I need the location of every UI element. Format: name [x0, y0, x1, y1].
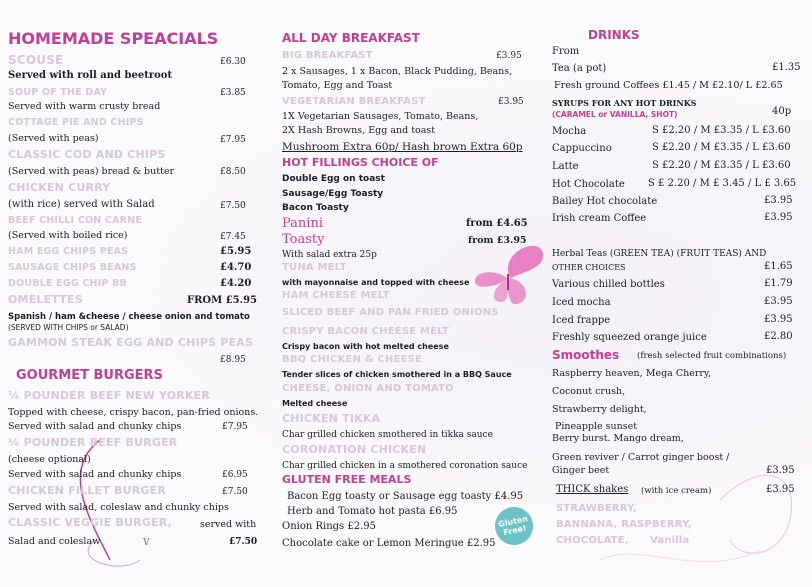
item-name: BBQ CHICKEN & CHEESE: [282, 354, 423, 365]
item-price: FROM £5.95: [187, 295, 257, 306]
from-label: From: [552, 46, 580, 57]
item-name: SLICED BEEF AND PAN FRIED ONIONS: [282, 307, 499, 318]
item-price: £7.50: [222, 487, 248, 497]
item-price: £7.50: [229, 537, 258, 547]
item-name: SCOUSE: [8, 53, 64, 67]
drink-name: Iced mocha: [552, 297, 611, 308]
item-name: CHICKEN TIKKA: [282, 412, 381, 425]
item-price: £8.95: [220, 355, 246, 365]
drink-name: Herbal Teas (GREEN TEA) (FRUIT TEAS) AND: [552, 249, 767, 259]
syrups-options: (CARAMEL or VANILLA, SHOT): [552, 110, 678, 119]
item-desc: Served with salad, coleslaw and chunky chips: [8, 502, 229, 513]
item-name: ¼ POUNDER BEEF BURGER: [8, 436, 178, 449]
section-title: GOURMET BURGERS: [16, 368, 163, 383]
shake-flavour: CHOCOLATE,: [556, 535, 629, 546]
item-name: BEEF CHILLI CON CARNE: [8, 215, 143, 226]
drink-name: OTHER CHOICES: [552, 263, 626, 272]
item-name: VEGETARIAN BREAKFAST: [282, 96, 426, 107]
item-name: HAM EGG CHIPS PEAS: [8, 246, 129, 257]
item-desc: 2 x Sausages, 1 x Bacon, Black Pudding, Beans,: [282, 66, 513, 77]
drink-price: £1.65: [764, 261, 793, 272]
item-desc: Served with salad and chunky chips: [8, 421, 182, 432]
item-desc: Topped with cheese, crispy bacon, pan-fried onions.: [8, 407, 259, 418]
item-price: £7.95: [220, 135, 246, 145]
item-price: from £4.65: [466, 218, 528, 229]
item-desc: Salad and coleslaw: [8, 536, 101, 547]
smoothie-item: Green reviver / Carrot ginger boost /: [552, 452, 730, 463]
item-name: Double Egg on toast: [282, 174, 385, 184]
item-desc: Spanish / ham &cheese / cheese onion and tomato: [8, 312, 250, 322]
item-name: SOUP OF THE DAY: [8, 87, 108, 98]
drink-price: £1.35: [772, 62, 801, 73]
item-name: TUNA MELT: [282, 262, 347, 273]
item-price: £6.95: [222, 470, 248, 480]
item-name: SAUSAGE CHIPS BEANS: [8, 262, 137, 273]
item-price: £3.95: [498, 97, 524, 107]
item-name: GAMMON STEAK EGG AND CHIPS PEAS: [8, 336, 254, 349]
item-price: from £3.95: [468, 235, 527, 246]
drink-price: 40p: [772, 106, 792, 117]
section-title: ALL DAY BREAKFAST: [282, 31, 420, 45]
drink-price: £2.80: [764, 331, 793, 342]
drink-price: S £2.20 / M £3.35 / L £3.60: [652, 142, 791, 153]
drink-name: Irish cream Coffee: [552, 213, 647, 224]
smoothie-item: Raspberry heaven, Mega Cherry,: [552, 368, 712, 379]
drink-price: S £2.20 / M £3.35 / L £3.60: [652, 160, 791, 171]
drink-price: S £ 2.20 / M £ 3.45 / L £ 3.65: [648, 178, 797, 189]
drink-name: Bailey Hot chocolate: [552, 196, 658, 207]
item-name: CHICKEN FILLET BURGER: [8, 484, 166, 497]
item-price: £4.20: [220, 278, 252, 289]
item-desc: With salad extra 25p: [282, 250, 377, 260]
item-name: Sausage/Egg Toasty: [282, 189, 384, 199]
item-name: CHEESE, ONION AND TOMATO: [282, 383, 454, 394]
item-desc: Crispy bacon with hot melted cheese: [282, 342, 449, 351]
shake-flavour: STRAWBERRY,: [556, 503, 637, 514]
item-desc: Char grilled chicken in a smothered coronation sauce: [282, 461, 528, 471]
item-price: £7.45: [220, 232, 246, 242]
section-subtitle: Smoothes: [552, 348, 620, 362]
item-desc: (Served with boiled rice): [8, 230, 128, 241]
drink-name: Freshly squeezed orange juice: [552, 332, 707, 343]
item-price: £7.95: [222, 422, 248, 432]
shake-flavour: Vanilla: [650, 535, 690, 546]
item-desc: Char grilled chicken smothered in tikka sauce: [282, 430, 493, 440]
item-desc: Served with roll and beetroot: [8, 70, 173, 81]
drink-price: £3.95: [764, 314, 793, 325]
item-desc: with mayonnaise and topped with cheese: [282, 278, 470, 287]
drink-name: Tea (a pot): [552, 63, 607, 74]
item-desc: Melted cheese: [282, 399, 348, 408]
smoothie-item: Coconut crush,: [552, 386, 626, 397]
badge-label: Gluten Free!: [497, 514, 529, 538]
syrups-label: SYRUPS FOR ANY HOT DRINKS: [552, 98, 697, 108]
gluten-free-item: Bacon Egg toasty or Sausage egg toasty £4.95: [287, 491, 524, 502]
item-desc: 2X Hash Browns, Egg and toast: [282, 125, 436, 136]
smoothes-note: (fresh selected fruit combinations): [637, 351, 787, 361]
drink-price: £3.95: [764, 296, 793, 307]
item-desc: Served with salad and chunky chips: [8, 469, 182, 480]
drink-price: £3.95: [764, 195, 793, 206]
item-price: £5.95: [220, 246, 252, 257]
item-price: £7.50: [220, 201, 246, 211]
item-desc: (cheese optional): [8, 454, 91, 465]
smoothie-item: Pineapple sunset: [555, 421, 638, 432]
gluten-free-item: Onion Rings £2.95: [282, 521, 376, 532]
item-price: £4.70: [220, 262, 252, 273]
butterfly-icon: [471, 240, 547, 310]
item-name: Panini: [282, 216, 323, 231]
drink-price: £3.95: [766, 484, 795, 495]
drink-name: Fresh ground Coffees £1.45 / M £2.10/ L £2.65: [554, 80, 783, 91]
gluten-free-item: Herb and Tomato hot pasta £6.95: [287, 506, 458, 517]
item-desc: Tender slices of chicken smothered in a BBQ Sauce: [282, 370, 512, 379]
item-name: Toasty: [282, 232, 325, 247]
vegetarian-mark: V: [143, 538, 150, 548]
smoothie-item: Ginger beet: [552, 465, 610, 476]
drink-name: Mocha: [552, 126, 587, 137]
section-title: DRINKS: [588, 28, 640, 42]
item-price: £8.50: [220, 167, 246, 177]
item-name: CLASSIC VEGGIE BURGER,: [8, 516, 173, 529]
drink-price: S £2.20 / M £3.35 / L £3.60: [652, 125, 791, 136]
item-name: BIG BREAKFAST: [282, 50, 373, 61]
item-name: ¼ POUNDER BEEF NEW YORKER: [8, 389, 211, 402]
item-desc: 1X Vegetarian Sausages, Tomato, Beans,: [282, 111, 479, 122]
drink-name: Latte: [552, 161, 579, 172]
item-price: £6.30: [220, 57, 246, 67]
drink-name: Hot Chocolate: [552, 179, 625, 190]
smoothie-item: Berry burst. Mango dream,: [552, 433, 684, 444]
drink-price: £3.95: [764, 212, 793, 223]
item-desc: Tomato, Egg and Toast: [282, 80, 393, 91]
drink-price: £1.79: [764, 278, 793, 289]
item-name: COTTAGE PIE AND CHIPS: [8, 117, 144, 128]
item-name: CORONATION CHICKEN: [282, 443, 427, 456]
item-desc: (with rice) served with Salad: [8, 199, 155, 210]
smoothie-item: Strawberry delight,: [552, 404, 647, 415]
item-desc: served with: [200, 519, 257, 530]
shake-flavour: BANNANA, RASPBERRY,: [556, 519, 692, 530]
item-name: CLASSIC COD AND CHIPS: [8, 148, 166, 161]
item-name: OMELETTES: [8, 293, 83, 306]
section-subtitle: GLUTEN FREE MEALS: [282, 473, 412, 486]
item-desc: (Served with peas) bread & butter: [8, 166, 175, 177]
item-desc: (Served with peas): [8, 133, 99, 144]
item-price: £3.95: [496, 51, 522, 61]
item-name: DOUBLE EGG CHIP BB: [8, 278, 127, 289]
item-name: CRISPY BACON CHEESE MELT: [282, 326, 450, 337]
drink-price: £3.95: [766, 465, 795, 476]
item-name: CHICKEN CURRY: [8, 181, 111, 194]
drink-name: Various chilled bottles: [552, 279, 665, 290]
item-desc: Served with warm crusty bread: [8, 101, 161, 112]
item-name: Bacon Toasty: [282, 203, 349, 213]
section-subtitle: HOT FILLINGS CHOICE OF: [282, 156, 439, 169]
section-title: HOMEMADE SPEACIALS: [8, 29, 219, 48]
item-note: (SERVED WITH CHIPS or SALAD): [8, 323, 129, 332]
extras-note: Mushroom Extra 60p/ Hash brown Extra 60p: [282, 141, 523, 153]
item-price: £3.85: [220, 88, 246, 98]
thick-shakes-note: (with ice cream): [641, 486, 712, 496]
item-name: HAM CHEESE MELT: [282, 290, 390, 301]
gluten-free-item: Chocolate cake or Lemon Meringue £2.95: [282, 538, 496, 549]
drink-name: Iced frappe: [552, 315, 611, 326]
drink-name: Cappuccino: [552, 143, 612, 154]
thick-shakes-label: THICK shakes: [556, 484, 629, 495]
